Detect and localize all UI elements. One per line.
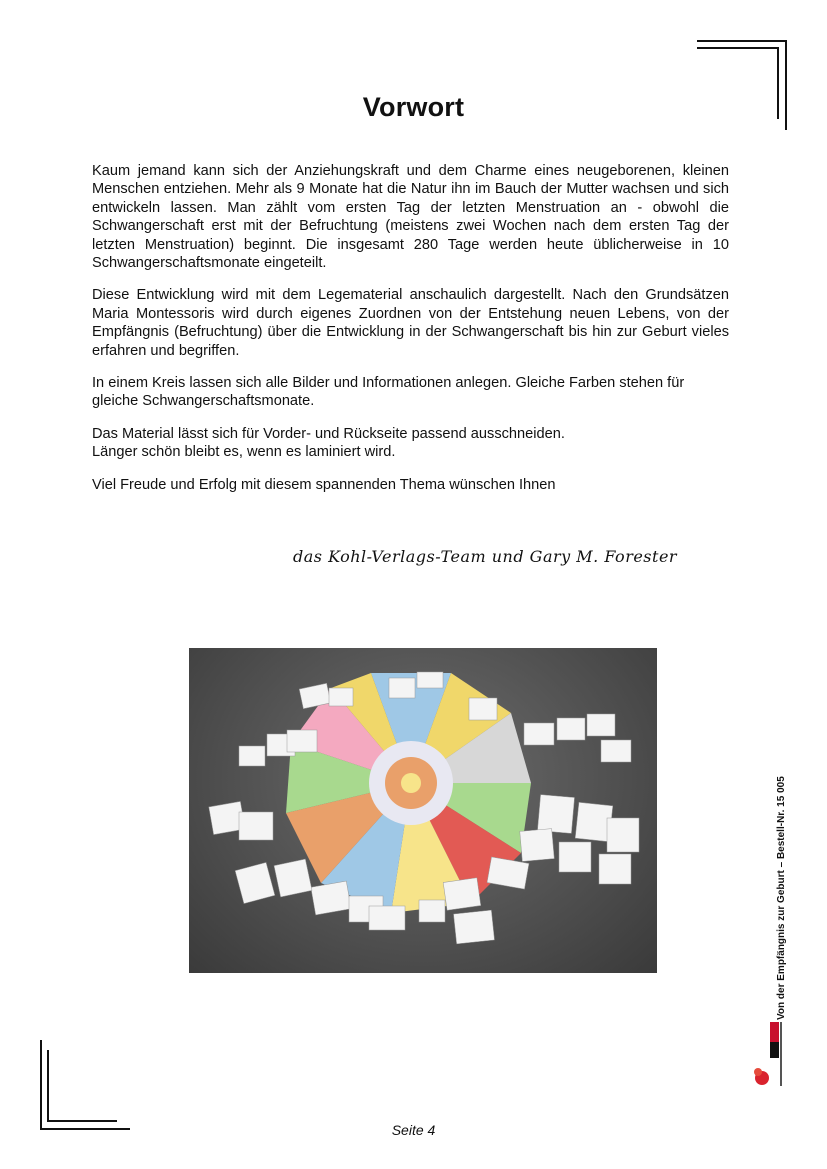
side-order-text: Von der Empfängnis zur Geburt – Bestell-Nr. 15 005 bbox=[776, 776, 787, 1020]
kohl-verlag-logo-icon bbox=[752, 1020, 786, 1090]
paragraph: Kaum jemand kann sich der Anziehungskraft und dem Charme eines neugeborenen, kleinen Menschen entziehen. Mehr als 9 Monate hat die Natur ihn im Bauch der Mutter wachsen und sich entwickeln lassen. Man zählt vom ersten Tag der letzten Menstruation an - obwohl die Schwangerschaft erst mit der Befruchtung (meistens zwei Wochen nach dem ersten Tag der letzten Menstruation) beginnt. Die insgesamt 280 Tage werden heute üblicherweise in 10 Schwangerschaftsmonate eingeteilt. bbox=[92, 163, 729, 272]
material-line: Länger schön bleibt es, wenn es laminiert wird. bbox=[92, 444, 396, 461]
material-photo bbox=[189, 648, 657, 973]
page-title: Vorwort bbox=[362, 92, 465, 122]
signature: das Kohl-Verlags-Team und Gary M. Forester bbox=[293, 547, 678, 566]
body-text bbox=[92, 162, 729, 508]
publisher-logo bbox=[752, 1020, 786, 1090]
material-paragraph bbox=[92, 425, 729, 462]
material-photo-illustration bbox=[189, 648, 657, 973]
page-number: Seite 4 bbox=[391, 1122, 436, 1138]
paragraph: Diese Entwicklung wird mit dem Legematerial anschaulich dargestellt. Nach den Grundsätzen Maria Montessoris wird durch eigenes Zuordnen von der Entstehung neuen Lebens, von der Empfängnis (Befruchtung) über die Entwicklung in der Schwangerschaft bis hin zur Geburt vieles erfahren und begriffen. bbox=[92, 287, 729, 359]
paragraph: In einem Kreis lassen sich alle Bilder und Informationen anlegen. Gleiche Farben stehen für gleiche Schwangerschaftsmonate. bbox=[92, 375, 685, 410]
closing-line: Viel Freude und Erfolg mit diesem spannenden Thema wünschen Ihnen bbox=[92, 476, 556, 493]
material-line: Das Material lässt sich für Vorder- und Rückseite passend ausschneiden. bbox=[92, 425, 565, 442]
